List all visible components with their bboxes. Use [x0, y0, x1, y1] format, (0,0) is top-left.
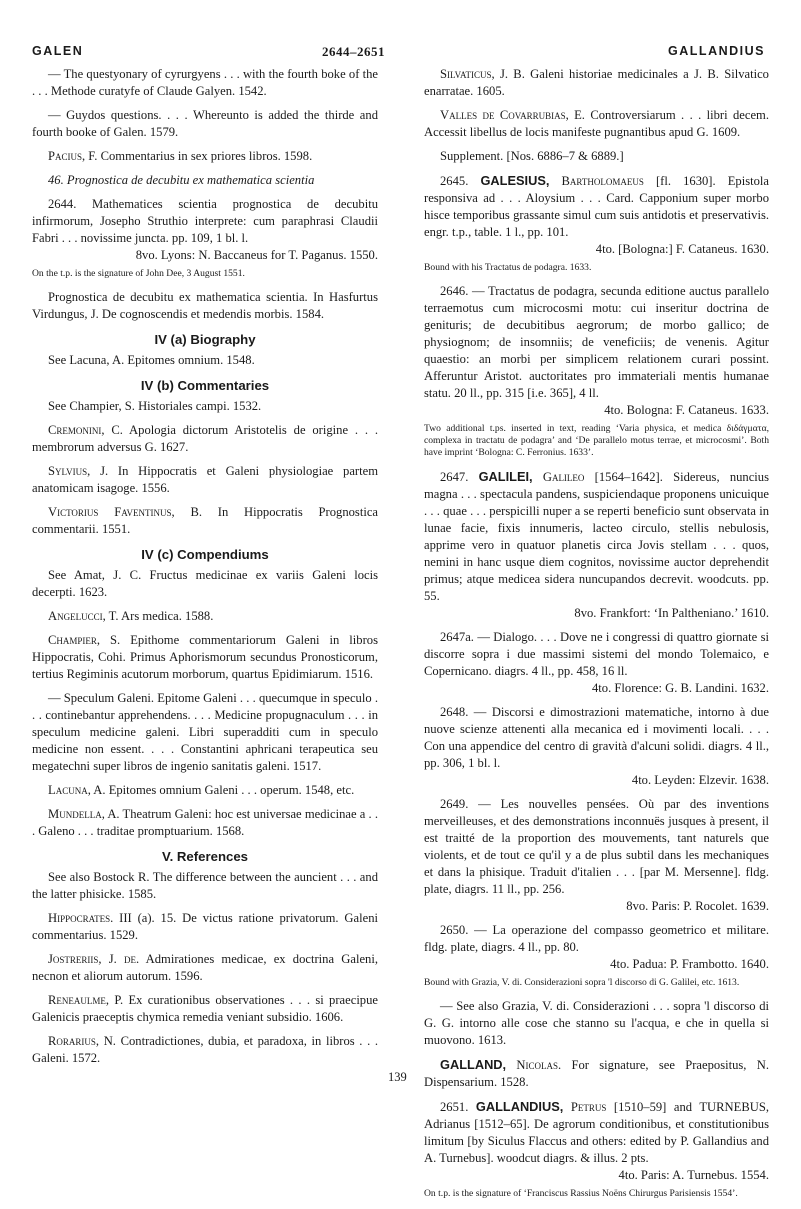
entry-text: — Guydos questions. . . . Whereunto is added the thirde and fourth booke of Galen. 1579. [32, 108, 378, 139]
running-header-left: GALEN [32, 44, 84, 58]
entry-note: On t.p. is the signature of ‘Franciscus Rassius Noëns Chirurgus Parisiensis 1554’. [424, 1188, 738, 1199]
entry-text: See also Bostock R. The difference between the auncient . . . and the latter phisicke. 1585. [32, 870, 378, 901]
entry-imprint: 4to. Bologna: F. Cataneus. 1633. [604, 403, 769, 417]
catalogue-entry [424, 922, 769, 973]
entry-text: Epitomes omnium Galeni . . . operum. 1548, etc. [105, 783, 355, 797]
entry-text: Admirationes medicae, ex doctrina Galeni, necnon et aliorum autorum. 1596. [32, 952, 378, 983]
catalogue-entry [32, 869, 378, 903]
entry-text: — See also Grazia, V. di. Considerazioni . . . sopra 'l discorso di G. G. intorno alle cose che stanno su l'acqua, e che in quella si muovono. 1613. [424, 999, 769, 1047]
catalogue-entry [32, 504, 378, 538]
catalogue-entry [424, 1098, 769, 1184]
entry-number: 2649. [440, 797, 469, 811]
entry-author: Silvaticus, J. B. [440, 67, 525, 81]
catalogue-entry [32, 196, 378, 264]
entry-author: Sylvius, J. [48, 464, 109, 478]
entry-author: Rorarius, N. [48, 1034, 116, 1048]
entry-author: Jostreriis, J. de. [48, 952, 140, 966]
entry-imprint: 4to. Paris: A. Turnebus. 1554. [618, 1168, 769, 1182]
entry-text: III (a). 15. De victus ratione privatorum. Galeni commentarius. 1529. [32, 911, 378, 942]
entry-author: Victorius Faventinus, B. [48, 505, 202, 519]
catalogue-entry [32, 1033, 378, 1067]
entry-text: See Lacuna, A. Epitomes omnium. 1548. [48, 353, 255, 367]
catalogue-entry [424, 1056, 769, 1091]
entry-text: Ars medica. 1588. [118, 609, 214, 623]
entry-text: — Les nouvelles pensées. Où par des inventions merveilleuses, et des demonstrations inconnuës jusques à present, il est traitté de la proportion des mouvements, tant naturels que violents, et de tout ce qu'il y a de plus subtil dans les mechaniques et dans la phisique. Traduit d'italien . . . [par M. Mersenne]. fldg. plate, diagrs. 11 ll., pp. 256. [424, 797, 769, 896]
entry-imprint: 8vo. Frankfort: ‘In Paltheniano.’ 1610. [574, 606, 769, 620]
entry-text: Theatrum Galeni: hoc est universae medicinae a . . . Galeno . . . traditae promptuarium. 1568. [32, 807, 378, 838]
subsection-title: 46. Prognostica de decubitu ex mathematica scientia [48, 173, 315, 187]
catalogue-entry [424, 107, 769, 141]
entry-author: Reneaulme, P. [48, 993, 124, 1007]
catalogue-entry [32, 463, 378, 497]
entry-text: — Discorsi e dimostrazioni matematiche, intorno à due nuove scienze attenenti alla mecanica ed i movimenti locali. . . . Con una appendice del centro di gravità d'alcuni solidi. diagrs. 4 ll., pp. 306, 1 bl. l. [424, 705, 769, 770]
entry-text: Prognostica de decubitu ex mathematica scientia. In Hasfurtus Virdungus, J. De cognoscendis et medendis morbis. 1584. [32, 290, 378, 321]
section-heading: IV (b) Commentaries [140, 378, 270, 393]
entry-number: 2651. [440, 1100, 469, 1114]
entry-author: Lacuna, A. [48, 783, 106, 797]
entry-author: Champier, S. [48, 633, 121, 647]
entry-author-surname: GALESIUS, [480, 173, 550, 188]
entry-number: 2650. [440, 923, 469, 937]
catalogue-entry [32, 148, 378, 165]
entry-author: Hippocrates. [48, 911, 114, 925]
entry-text: Contradictiones, dubia, et paradoxa, in libros . . . Galeni. 1572. [32, 1034, 378, 1065]
catalogue-entry [32, 910, 378, 944]
entry-number: 2646. [440, 284, 469, 298]
entry-text: Epithome commentariorum Galeni in libros Hippocratis, Cohi. Primus Aphorismorum secundus Pronosticorum, tertius Regiminis acutorum morborum, quartus Epidimiarum. 1516. [32, 633, 378, 681]
entry-text: — Dialogo. . . . Dove ne i congressi di quattro giornate si discorre sopra i due massimi sistemi del mondo Tolemaico, e Copernicano. diagrs. 4 ll., pp. 458, 16 ll. [424, 630, 769, 678]
catalogue-entry [32, 107, 378, 141]
entry-author: Valles de Covarrubias, E. [440, 108, 585, 122]
catalogue-entry [424, 704, 769, 789]
entry-note: On the t.p. is the signature of John Dee, 3 August 1551. [32, 268, 245, 279]
entry-text: — Tractatus de podagra, secunda editione auctus parallelo terraemotus cum microcosmi motu: cui inseritur doctrina de genituris; de decubitibus aegrorum; de morbo gallico; de physiognom; de insomniis; de veneficiis; de venenis. Agitur quaestio: an morbi per simplicem relationem curari possint. Afferuntur Aristot. auctoritates pro immateriali mentis humanae statu. 20 ll., pp. 315 [i.e. 365], 4 ll. [424, 284, 769, 400]
right-column [424, 66, 769, 1209]
catalogue-entry [32, 398, 378, 415]
entry-imprint: 4to. [Bologna:] F. Cataneus. 1630. [595, 242, 769, 256]
entry-imprint: 4to. Padua: P. Frambotto. 1640. [610, 957, 769, 971]
catalogue-entry [32, 66, 378, 100]
entry-number: 2647a. [440, 630, 474, 644]
catalogue-entry [424, 66, 769, 100]
entry-imprint: 8vo. Lyons: N. Baccaneus for T. Paganus. 1550. [135, 248, 378, 262]
entry-number: 2648. [440, 705, 469, 719]
catalogue-entry [424, 148, 769, 165]
entry-text: Ex curationibus observationes . . . si praecipue Galenicis praeceptis chymica remedia veniant subsidio. 1606. [32, 993, 378, 1024]
catalogue-entry [32, 352, 378, 369]
entry-text: Commentarius in sex priores libros. 1598. [97, 149, 313, 163]
entry-text: For signature, see Praepositus, N. Dispensarium. 1528. [424, 1058, 769, 1089]
section-heading: V. References [161, 849, 249, 864]
catalogue-entry [32, 632, 378, 683]
entry-author-surname: GALLANDIUS, [475, 1099, 564, 1114]
entry-text: In Hippocratis Prognostica commentarii. 1551. [32, 505, 378, 536]
section-heading: IV (a) Biography [154, 332, 256, 347]
entry-text: — The questyonary of cyrurgyens . . . with the fourth boke of the . . . Methode curatyfe of Claude Galyen. 1542. [32, 67, 378, 98]
entry-text: 2644. Mathematices scientia prognostica de decubitu infirmorum, Josepho Struthio interprete: cum paraphrasi Claudii Fabri . . . novissime juncta. pp. 109, 1 bl. l. [32, 197, 378, 245]
entry-author: Pacius, F. [48, 149, 98, 163]
entry-author-surname: GALILEI, [478, 469, 533, 484]
entry-number: 2645. [440, 174, 469, 188]
entry-text: Controversiarum . . . libri decem. Accessit libellus de locis manifeste pugnantibus apud G. 1609. [424, 108, 769, 139]
entry-text: [1510–59] and TURNEBUS, Adrianus [1512–65]. De agrorum conditionibus, et constitutionibus limitum [by Siculus Flaccus and others: edited by P. Gallandius and A. Turnebus]. woodcut diagrs. & illus. 2 pts. [424, 1100, 769, 1165]
catalogue-entry [32, 690, 378, 775]
catalogue-entry [32, 422, 378, 456]
entry-author: Petrus [570, 1100, 607, 1114]
entry-note: Two additional t.ps. inserted in text, reading ‘Varia physica, et medica διδάγματα, complexa in tractatu de podagra’ and ‘De parallelo motus terrae, et microcosmi’. Both have imprint ‘Bologna: C. Ferronius. 1633’. [424, 423, 769, 458]
entry-author: Galileo [542, 470, 585, 484]
catalogue-entry [32, 782, 378, 799]
page-number: 139 [388, 1070, 407, 1084]
entry-text: In Hippocratis et Galeni physiologiae partem anatomicam isagoge. 1556. [32, 464, 378, 495]
catalogue-entry [32, 608, 378, 625]
entry-note: Bound with Grazia, V. di. Considerazioni sopra 'l discorso di G. Galilei, etc. 1613. [424, 977, 740, 988]
catalogue-entry [32, 992, 378, 1026]
section-heading: IV (c) Compendiums [141, 547, 269, 562]
entry-text: See Champier, S. Historiales campi. 1532. [48, 399, 262, 413]
catalogue-entry [424, 629, 769, 697]
entry-text: [1564–1642]. Sidereus, nuncius magna . . . spectacula pandens, suspiciendaque proponens unicuique . . . quae . . . perspicilli nuper a se reperti beneficio sunt observata in lunae facie, fixis innumeris, lacteo circulo, stellis nebulosis, apprime vero in quatuor planetis circa Jovis stellam . . . quos, nemini in hanc usque diem cognitos, novissime auctor deprehendit primus; atque medicea sidera nuncupandos decrevit. woodcuts. pp. 55. [424, 470, 770, 603]
entry-text: [fl. 1630]. Epistola responsiva ad . . . Aloysium . . . Card. Capponium super morbo hisce temporibus grassante simul cum suis antidotis et preservativis. engr. t.p., table. 1 l., pp. 101. [424, 174, 769, 239]
entry-imprint: 4to. Leyden: Elzevir. 1638. [631, 773, 769, 787]
catalogue-entry [32, 172, 378, 189]
running-header-right: GALLANDIUS [668, 44, 765, 58]
catalogue-entry [424, 998, 769, 1049]
entry-text: — La operazione del compasso geometrico et militare. fldg. plate, diagrs. 4 ll., pp. 80. [424, 923, 769, 954]
entry-author: Cremonini, C. [48, 423, 123, 437]
left-column [32, 66, 378, 1074]
entry-author: Nicolas. [516, 1058, 562, 1072]
catalogue-entry [32, 567, 378, 601]
catalogue-entry [32, 951, 378, 985]
entry-author: Mundella, A. [48, 807, 120, 821]
entry-imprint: 8vo. Paris: P. Rocolet. 1639. [626, 899, 769, 913]
entry-number: 2647. [440, 470, 469, 484]
catalogue-entry [32, 289, 378, 323]
entry-text: Apologia dictorum Aristotelis de origine . . . membrorum adversus G. 1627. [32, 423, 378, 454]
catalogue-entry [424, 283, 769, 419]
entry-text: See Amat, J. C. Fructus medicinae ex variis Galeni locis decerpti. 1623. [32, 568, 378, 599]
running-header-range: 2644–2651 [322, 44, 385, 59]
entry-text: Galeni historiae medicinales a J. B. Silvatico enarratae. 1605. [424, 67, 769, 98]
entry-author-surname: GALLAND, [440, 1057, 507, 1072]
catalogue-entry [424, 796, 769, 915]
entry-imprint: 4to. Florence: G. B. Landini. 1632. [592, 681, 769, 695]
entry-author: Angelucci, T. [48, 609, 119, 623]
entry-text: Supplement. [Nos. 6886–7 & 6889.] [440, 149, 624, 163]
catalogue-entry [32, 806, 378, 840]
entry-author: Bartholomaeus [561, 174, 644, 188]
catalogue-entry [424, 468, 769, 622]
entry-note: Bound with his Tractatus de podagra. 1633. [424, 262, 592, 273]
catalogue-entry [424, 172, 769, 258]
entry-text: — Speculum Galeni. Epitome Galeni . . . quecumque in speculo . . . continebantur apprehendens. . . . Medicine propugnaculum . . . in speculum medicine galeni. Libri superadditi cum in speculo medicine non essent. . . . Constantini aphricani terapeutica seu megatechni super libros de ingenio sanitatis galeni. 1517. [32, 691, 378, 773]
